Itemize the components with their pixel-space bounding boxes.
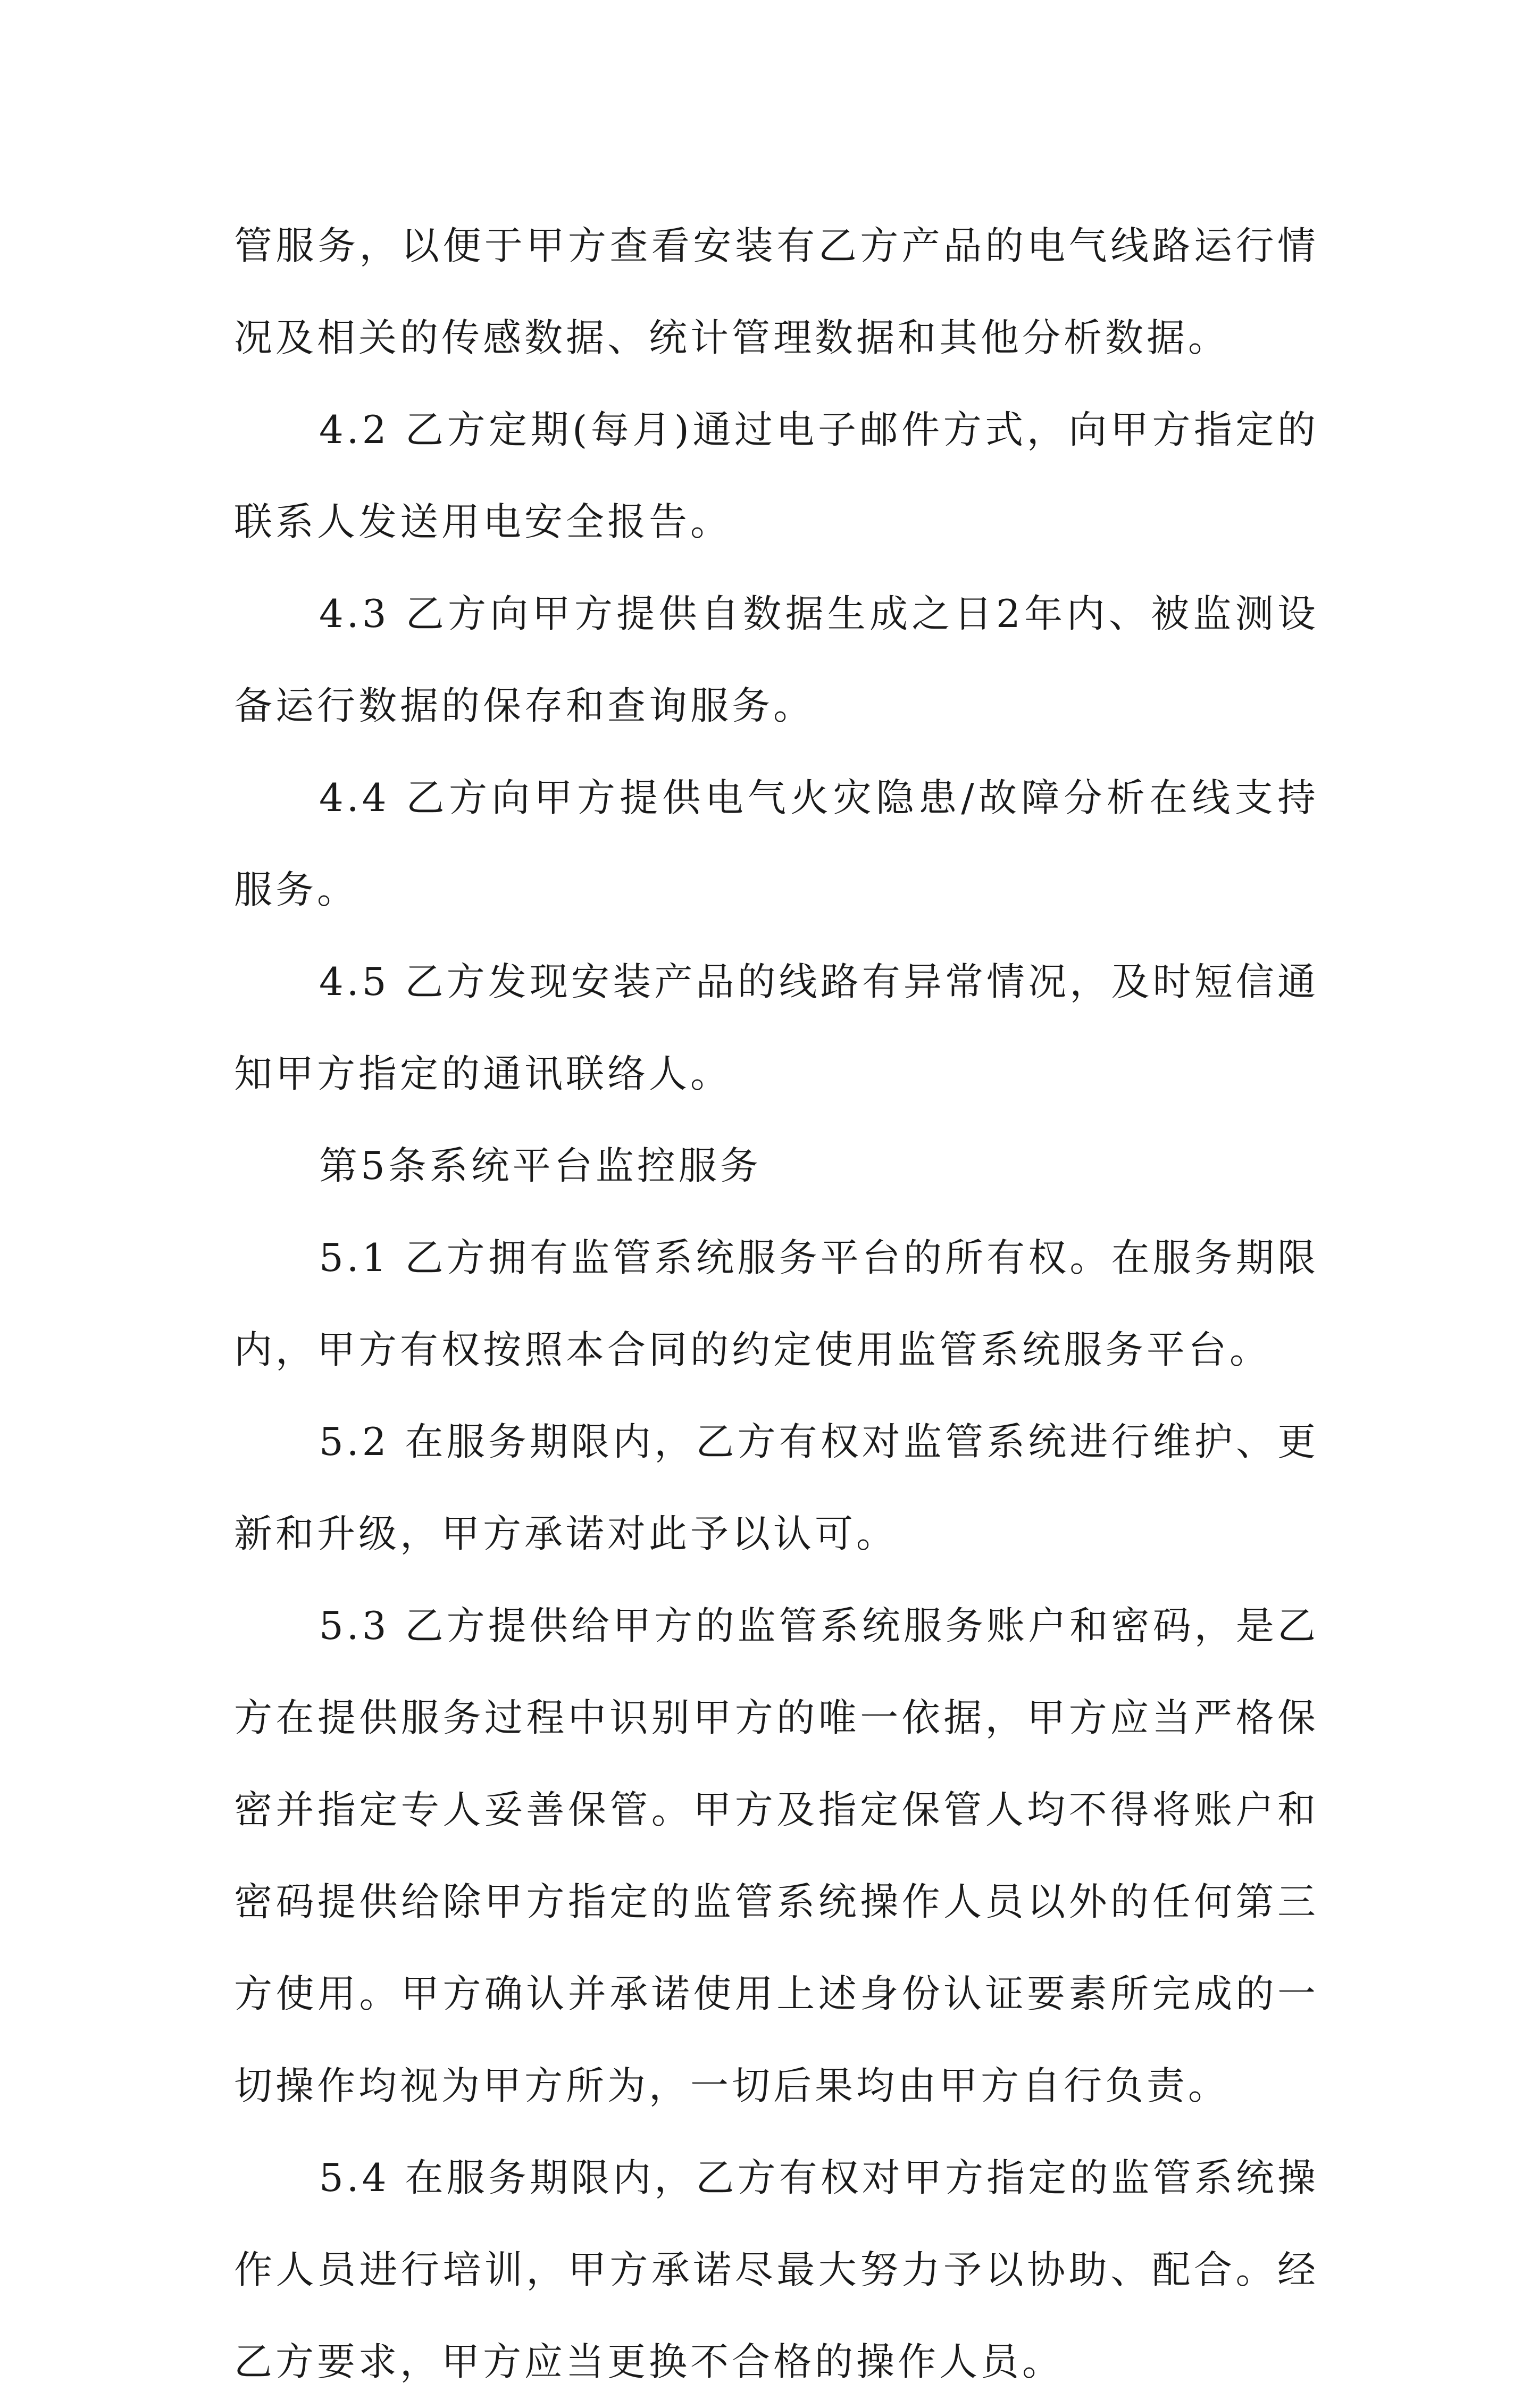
- clause-4-3: 4.3 乙方向甲方提供自数据生成之日2年内、被监测设备运行数据的保存和查询服务。: [234, 591, 1319, 728]
- paragraph-continuation: 管服务，以便于甲方查看安装有乙方产品的电气线路运行情况及相关的传感数据、统计管理数据和其他分析数据。: [234, 223, 1319, 360]
- clause-4-2: 4.2 乙方定期(每月)通过电子邮件方式，向甲方指定的联系人发送用电安全报告。: [234, 407, 1319, 544]
- article-5-heading: 第5条系统平台监控服务: [319, 1143, 762, 1188]
- clause-4-4: 4.4 乙方向甲方提供电气火灾隐患/故障分析在线支持服务。: [234, 775, 1319, 912]
- clause-4-5: 4.5 乙方发现安装产品的线路有异常情况，及时短信通知甲方指定的通讯联络人。: [234, 959, 1319, 1096]
- clause-5-2: 5.2 在服务期限内，乙方有权对监管系统进行维护、更新和升级，甲方承诺对此予以认可。: [234, 1419, 1319, 1556]
- clause-5-1: 5.1 乙方拥有监管系统服务平台的所有权。在服务期限内，甲方有权按照本合同的约定使用监管系统服务平台。: [234, 1235, 1319, 1372]
- document-body: [234, 200, 1319, 2408]
- clause-5-4: 5.4 在服务期限内，乙方有权对甲方指定的监管系统操作人员进行培训，甲方承诺尽最大努力予以协助、配合。经乙方要求，甲方应当更换不合格的操作人员。: [234, 2155, 1319, 2384]
- clause-5-3: 5.3 乙方提供给甲方的监管系统服务账户和密码，是乙方在提供服务过程中识别甲方的唯一依据，甲方应当严格保密并指定专人妥善保管。甲方及指定保管人均不得将账户和密码提供给除甲方指定的监管系统操作人员以外的任何第三方使用。甲方确认并承诺使用上述身份认证要素所完成的一切操作均视为甲方所为，一切后果均由甲方自行负责。: [234, 1603, 1319, 2108]
